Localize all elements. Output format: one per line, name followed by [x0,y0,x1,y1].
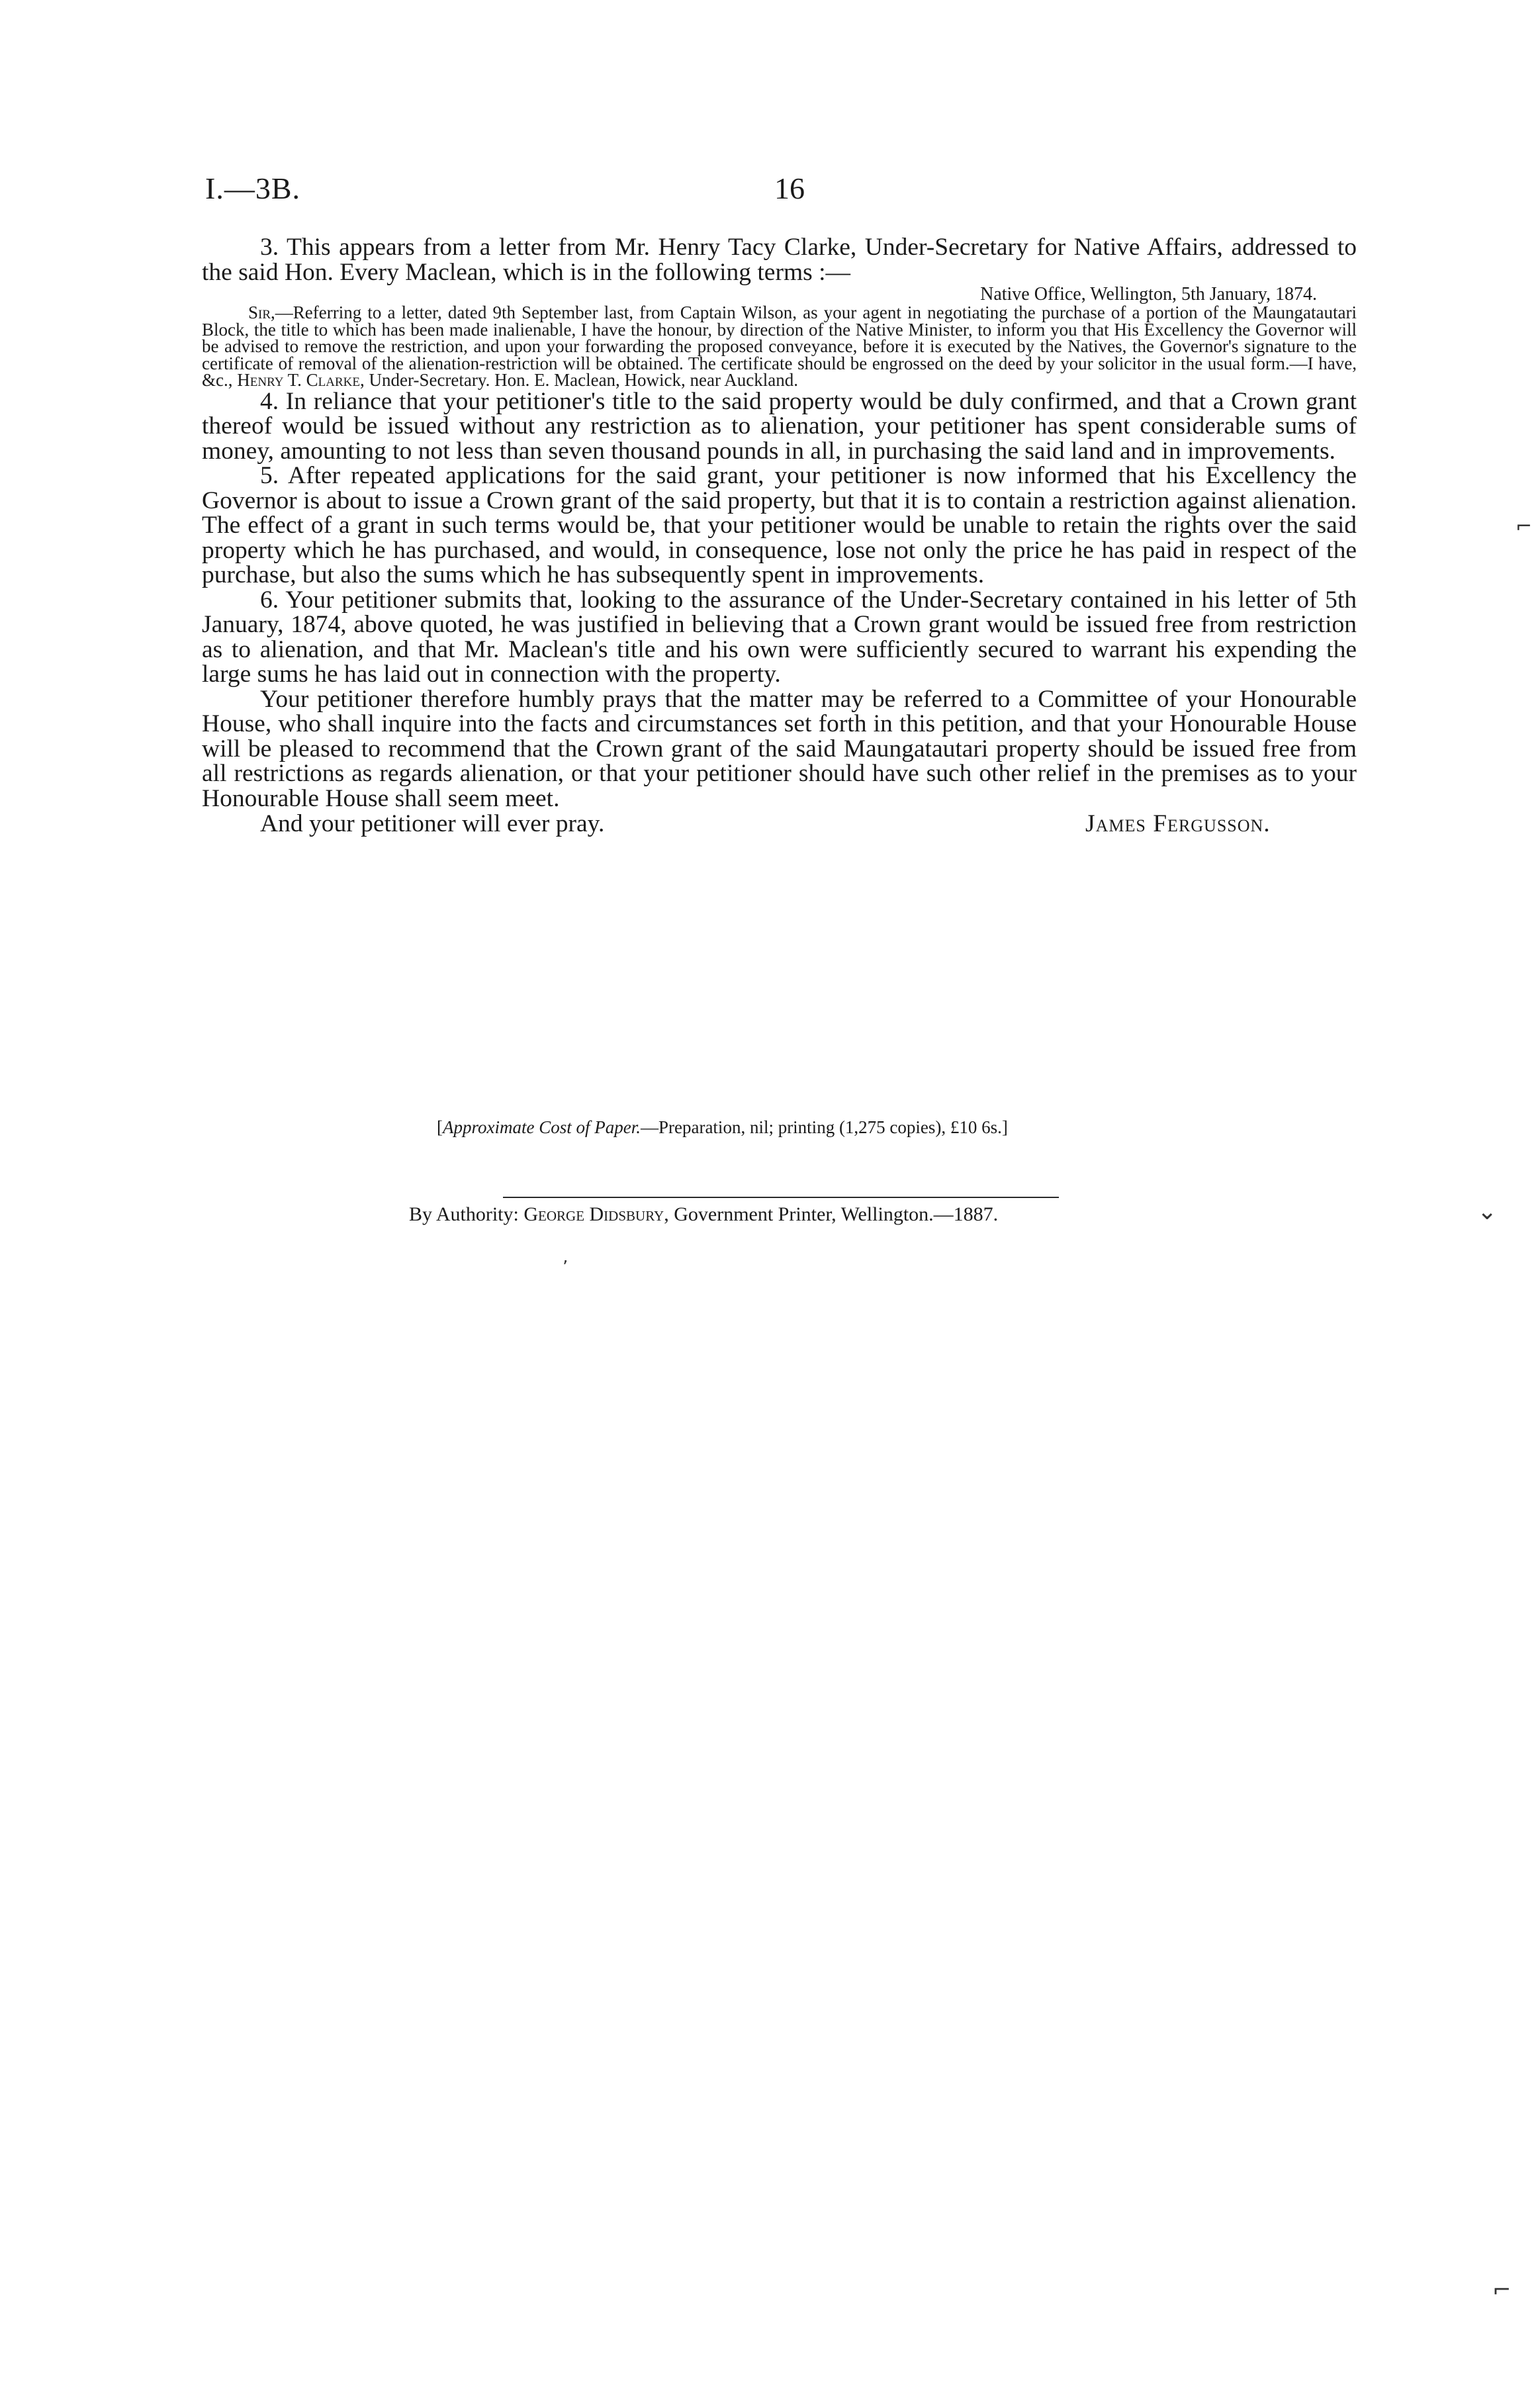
imprint-suffix: , Government Printer, Wellington.—1887. [664,1203,999,1225]
cost-note-text: —Preparation, nil; printing (1,275 copies), £10 6s.] [640,1117,1008,1137]
letter-body: —Referring to a letter, dated 9th September last, from Captain Wilson, as your agent in negotiating the purchase of a portion of the Maungatautari Block, the title to which has been made inalienable, I have the honour, by direction of the Native Minister, to inform you that His Excellency the Governor will be advised to remove the restriction, and upon your forwarding the proposed conveyance, before it is executed by the Natives, the Governor's signature to the certificate of removal of the alienation-restriction will be obtained. The certificate should be engrossed on the deed by your solicitor in the usual form.—I have, &c., [202,302,1357,390]
prayer-paragraph: Your petitioner therefore humbly prays that the matter may be referred to a Committee of your Honourable House, who shall inquire into the facts and circumstances set forth in this petition, and that your Honourable House will be pleased to recommend that the Crown grant of the said Maungatautari property should be issued free from all restrictions as regards alienation, or that your petitioner should have such other relief in the premises as to your Honourable House shall seem meet. [202,685,1357,812]
cost-note-bracket: [ [437,1117,443,1137]
cost-note [437,1117,1008,1138]
letter-salutation: Sir, [248,302,275,322]
document-reference: I.—3B. [205,171,300,205]
paragraph-5: 5. After repeated applications for the said grant, your petitioner is now informed that his Excellency the Governor is about to issue a Crown grant of the said property, but that it is to contain a restriction against alienation. The effect of a grant in such terms would be, that your petitioner would be unable to retain the rights over the said property which he has purchased, and would, in consequence, lose not only the price he has paid in respect of the purchase, but also the sums which he has subsequently spent in improvements. [202,462,1357,588]
quoted-letter [202,304,1357,389]
printer-imprint [409,1203,998,1226]
letter-dateline: Native Office, Wellington, 5th January, 1874. [980,284,1317,304]
letter-body-end: , Under-Secretary. Hon. E. Maclean, Howick, near Auckland. [360,370,798,390]
paragraph-3: 3. This appears from a letter from Mr. Henry Tacy Clarke, Under-Secretary for Native Affairs, addressed to the said Hon. Every Maclean, which is in the following terms :— [202,234,1357,286]
scan-speck: ⌐ [1492,2277,1512,2303]
page-number: 16 [774,171,805,205]
petitioner-signature: James Fergusson. [1085,810,1271,837]
scan-speck: ⌄ [1477,1198,1498,1225]
cost-note-label: Approximate Cost of Paper. [443,1117,641,1137]
scan-speck: ʼ [563,1258,568,1277]
paragraph-4: 4. In reliance that your petitioner's title to the said property would be duly confirmed, and that a Crown grant thereof would be issued without any restriction as to alienation, your petitioner has spent considerable sums of money, amounting to not less than seven thousand pounds in all, in purchasing the said land and in improvements. [202,387,1357,465]
imprint-prefix: By Authority: [409,1203,524,1225]
divider-rule [503,1197,1059,1198]
scan-speck: ⌐ [1516,515,1533,538]
petition-body [202,235,1357,837]
letter-signatory: Henry T. Clarke [237,370,361,390]
closing-line [202,811,1357,837]
paragraph-6: 6. Your petitioner submits that, looking to the assurance of the Under-Secretary contained in his letter of 5th January, 1874, above quoted, he was justified in believing that a Crown grant would be issued free from restriction as to alienation, and that Mr. Maclean's title and his own were sufficiently secured to warrant his expending the large sums he has laid out in connection with the property. [202,586,1357,688]
closing-text: And your petitioner will ever pray. [260,810,605,837]
imprint-printer: George Didsbury [523,1203,664,1225]
page-header [199,171,1337,210]
